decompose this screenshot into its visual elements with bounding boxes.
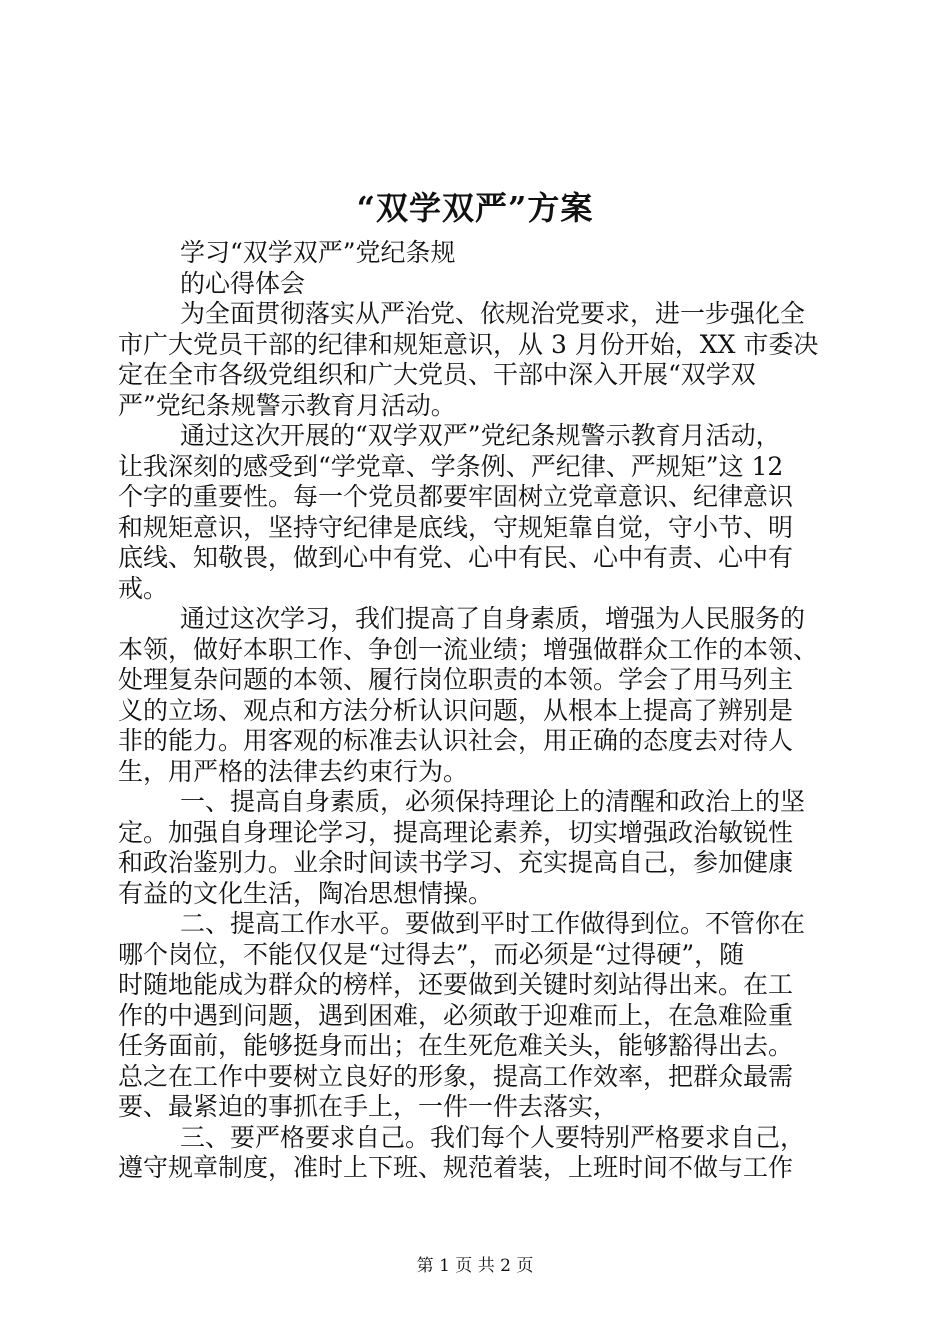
text-line: 底线、知敬畏，做到心中有党、心中有民、心中有责、心中有	[118, 543, 794, 572]
text-line: 定。加强自身理论学习，提高理论素养，切实增强政治敏锐性	[118, 817, 794, 847]
text-line: 个字的重要性。每一个党员都要牢固树立党章意识、纪律意识	[118, 482, 794, 511]
text-line: 让我深刻的感受到“学党章、学条例、严纪律、严规矩”这 12	[118, 451, 784, 481]
paragraph	[118, 421, 838, 604]
text-line: 时随地能成为群众的榜样，还要做到关键时刻站得出来。在工	[118, 970, 794, 999]
text-line: 通过这次开展的“双学双严”党纪条规警示教育月活动，	[180, 421, 781, 450]
subtitle-line: 的心得体会	[180, 268, 306, 298]
text-line: 市广大党员干部的纪律和规矩意识，从 3 月份开始，XX 市委决	[118, 329, 819, 359]
text-line: 义的立场、观点和方法分析认识问题，从根本上提高了辨别是	[118, 695, 794, 725]
text-line: 生，用严格的法律去约束行为。	[118, 756, 469, 786]
text-line: 和规矩意识，坚持守纪律是底线，守规矩靠自觉，守小节、明	[118, 512, 794, 542]
text-line: 非的能力。用客观的标准去认识社会，用正确的态度去对待人	[118, 726, 794, 755]
paragraph	[118, 787, 838, 909]
paragraph	[118, 299, 838, 421]
document-title: “双学双严”方案	[356, 189, 594, 227]
paragraph	[118, 604, 838, 787]
text-line: 处理复杂问题的本领、履行岗位职责的本领。学会了用马列主	[118, 665, 794, 694]
text-line: 三、要严格要求自己。我们每个人要特别严格要求自己，	[180, 1122, 806, 1152]
text-line: 作的中遇到问题，遇到困难，必须敢于迎难而上，在急难险重	[118, 1000, 794, 1030]
text-line: 任务面前，能够挺身而出；在生死危难关头，能够豁得出去。	[118, 1031, 794, 1060]
text-line: 为全面贯彻落实从严治党、依规治党要求，进一步强化全	[180, 299, 806, 328]
text-line: 要、最紧迫的事抓在手上，一件一件去落实，	[118, 1092, 619, 1121]
text-line: 本领，做好本职工作、争创一流业绩；增强做群众工作的本领、	[118, 634, 819, 664]
subtitle-line: 学习“双学双严”党纪条规	[180, 238, 456, 267]
text-line: 通过这次学习，我们提高了自身素质，增强为人民服务的	[180, 604, 806, 633]
text-line: 和政治鉴别力。业余时间读书学习、充实提高自己，参加健康	[118, 848, 794, 877]
text-line: 总之在工作中要树立良好的形象，提高工作效率，把群众最需	[118, 1061, 794, 1091]
text-line: 哪个岗位，不能仅仅是“过得去”，而必须是“过得硬”，随	[118, 939, 745, 969]
text-line: 严”党纪条规警示教育月活动。	[118, 390, 456, 420]
text-line: 戒。	[118, 573, 169, 603]
text-line: 遵守规章制度，准时上下班、规范着装，上班时间不做与工作	[118, 1153, 794, 1182]
text-line: 有益的文化生活，陶冶思想情操。	[118, 878, 494, 908]
text-line: 定在全市各级党组织和广大党员、干部中深入开展“双学双	[118, 360, 756, 389]
text-line: 一、提高自身素质，必须保持理论上的清醒和政治上的坚	[180, 787, 806, 816]
page-number-footer: 第 1 页 共 2 页	[416, 1256, 534, 1276]
paragraph	[118, 909, 838, 1123]
text-line: 二、提高工作水平。要做到平时工作做得到位。不管你在	[180, 909, 806, 938]
document-body	[118, 238, 838, 1184]
paragraph	[118, 1123, 838, 1184]
